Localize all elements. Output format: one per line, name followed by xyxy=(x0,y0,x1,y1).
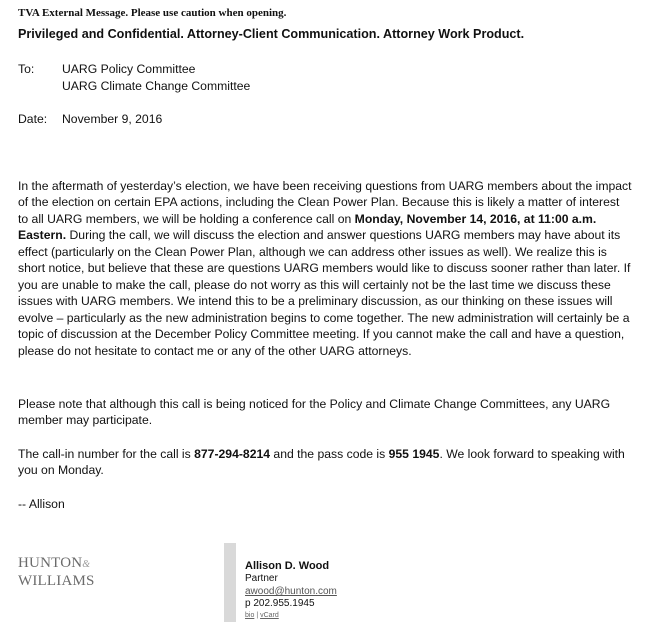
logo-text: WILLIAMS xyxy=(18,573,95,589)
vcard-link[interactable]: vCard xyxy=(260,612,279,619)
pass-code: 955 1945 xyxy=(388,447,440,461)
link-separator: | xyxy=(254,612,261,619)
body-paragraph xyxy=(18,178,632,359)
hunton-williams-logo xyxy=(18,555,96,589)
signoff: -- Allison xyxy=(18,497,65,511)
call-datetime: Monday, November 14, 2016, at 11:00 a.m. Eastern. xyxy=(18,211,597,243)
paragraph-text: During the call, we will discuss the election and answer questions UARG members may have about its effect (particularly on the Clean Power Plan, although we can address other issues as well). We realize this is short notice, but believe that these are questions UARG members would like to discuss sooner rather than later. If you are unable to make the call, please do not worry as this will certainly not be the last time we discuss these issues with UARG members. We intend this to be a preliminary discussion, as our thinking on these issues will evolve – particularly as the new administration begins to come together. The new administration will certainly be a topic of discussion at the December Policy Committee meeting. If you cannot make the call and have a question, please do not hesitate to contact me or any of the other UARG attorneys. xyxy=(18,228,631,358)
signature-divider-bar xyxy=(224,543,236,622)
logo-text: HUNTON xyxy=(18,555,83,571)
to-label: To: xyxy=(18,62,35,76)
signature-name: Allison D. Wood xyxy=(245,560,330,572)
date-value: November 9, 2016 xyxy=(62,112,163,126)
body-paragraph: Please note that although this call is being noticed for the Policy and Climate Change Committees, any UARG member may participate. xyxy=(18,397,611,428)
signature-email-link[interactable]: awood@hunton.com xyxy=(245,586,337,597)
paragraph-text: In the aftermath of yesterday’s election, we have been receiving questions from UARG members about the impact of the election on certain EPA actions, including the Clean Power Plan. Because this is likely a matter of interest to all UARG members, we will be holding a conference call on xyxy=(18,179,632,226)
external-message-warning: TVA External Message. Please use caution when opening. xyxy=(18,7,287,19)
to-recipient: UARG Policy Committee xyxy=(62,62,196,76)
privileged-notice: Privileged and Confidential. Attorney-Client Communication. Attorney Work Product. xyxy=(18,27,525,41)
logo-ampersand: & xyxy=(82,559,91,570)
bio-link[interactable]: bio xyxy=(245,612,255,619)
to-recipient: UARG Climate Change Committee xyxy=(62,79,251,93)
paragraph-text: . We look forward to speaking with you on Monday. xyxy=(18,447,625,478)
email-signature xyxy=(245,560,337,622)
signature-phone: p 202.955.1945 xyxy=(245,598,315,609)
paragraph-text: and the pass code is xyxy=(270,447,389,461)
paragraph-text: The call-in number for the call is xyxy=(18,447,195,461)
signature-links xyxy=(245,610,337,622)
signature-title: Partner xyxy=(245,573,278,584)
body-paragraph xyxy=(18,446,632,479)
date-label: Date: xyxy=(18,112,48,126)
call-in-number: 877-294-8214 xyxy=(194,447,271,461)
